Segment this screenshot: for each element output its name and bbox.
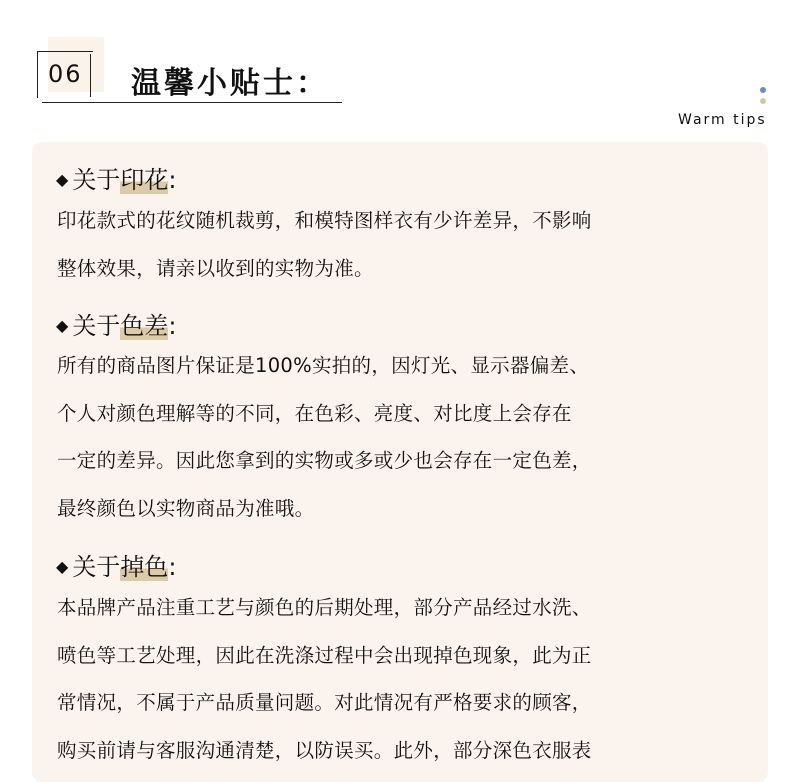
- heading-prefix: 关于: [72, 553, 121, 581]
- body-line: 印花款式的花纹随机裁剪，和模特图样衣有少许差异，不影响: [57, 209, 592, 232]
- heading-highlight: 印花: [120, 166, 169, 194]
- body-line: 个人对颜色理解等的不同，在色彩、亮度、对比度上会存在: [57, 401, 572, 425]
- heading-suffix: :: [168, 312, 177, 340]
- heading-prefix: 关于: [72, 312, 121, 340]
- body-line: 所有的商品图片保证是100%实拍的，因灯光、显示器偏差、: [57, 354, 590, 377]
- heading-suffix: :: [168, 553, 177, 581]
- body-line: 本品牌产品注重工艺与颜色的后期处理，部分产品经过水洗、: [57, 596, 592, 619]
- section-body: [57, 197, 757, 292]
- page-title: 温馨小贴士：: [131, 66, 329, 101]
- heading-highlight: 色差: [120, 312, 169, 340]
- section-heading: [56, 547, 176, 582]
- section-body: [57, 342, 757, 532]
- diamond-bullet-icon: ◆: [56, 316, 69, 335]
- number-frame-divider: [90, 54, 91, 97]
- subtitle: Warm tips: [678, 112, 767, 128]
- tan-dot-icon: [760, 98, 766, 104]
- body-line: 购买前请与客服沟通清楚，以防误买。此外，部分深色衣服表: [57, 738, 592, 762]
- heading-highlight: 掉色: [120, 553, 169, 581]
- diamond-bullet-icon: ◆: [56, 557, 69, 576]
- diamond-bullet-icon: ◆: [56, 170, 69, 189]
- title-underline: [42, 102, 342, 103]
- section-number: 06: [48, 60, 83, 88]
- blue-dot-icon: [760, 87, 766, 93]
- section-heading: [56, 160, 176, 195]
- body-line: 喷色等工艺处理，因此在洗涤过程中会出现掉色现象，此为正: [57, 643, 592, 667]
- heading-suffix: :: [168, 166, 177, 194]
- body-line: 最终颜色以实物商品为准哦。: [57, 496, 315, 520]
- body-line: 整体效果，请亲以收到的实物为准。: [57, 256, 374, 280]
- body-line: 一定的差异。因此您拿到的实物或多或少也会存在一定色差，: [57, 449, 592, 472]
- body-line: 常情况，不属于产品质量问题。对此情况有严格要求的顾客，: [57, 691, 592, 714]
- section-heading: [56, 306, 176, 341]
- heading-prefix: 关于: [72, 166, 121, 194]
- section-body: [57, 584, 757, 774]
